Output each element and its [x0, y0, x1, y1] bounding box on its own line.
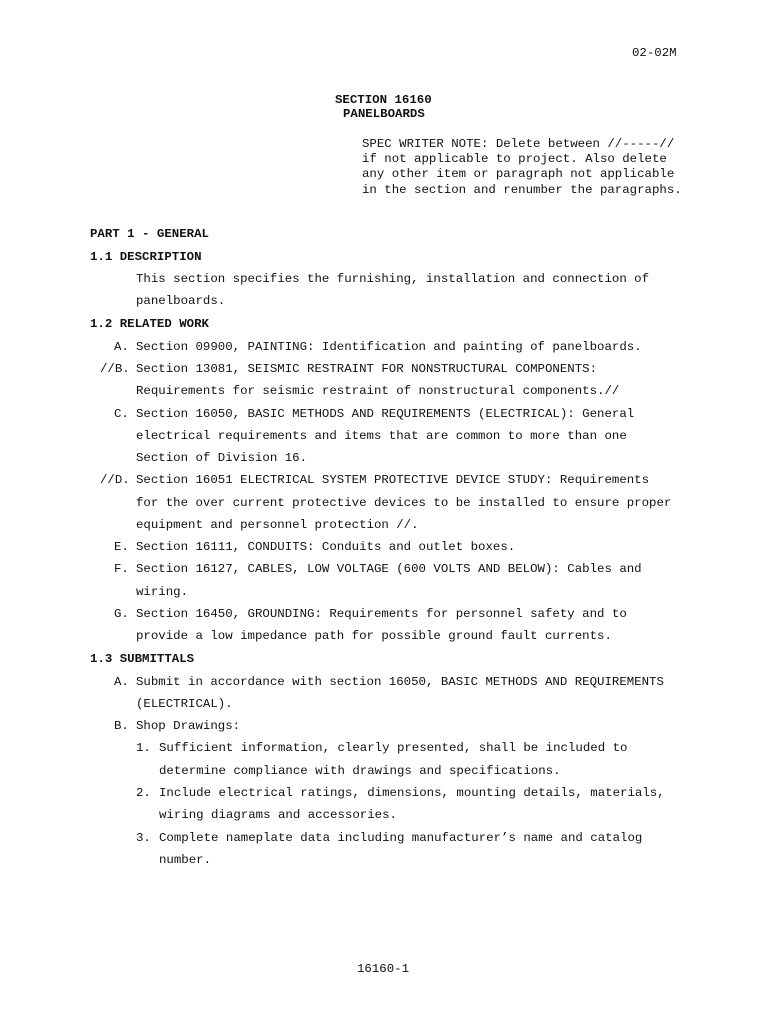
list-marker: G. [114, 607, 129, 621]
sublist-item-line: wiring diagrams and accessories. [159, 808, 397, 822]
list-item-line: electrical requirements and items that are common to more than one [136, 429, 627, 443]
section-heading-submittals: 1.3 SUBMITTALS [90, 652, 195, 666]
part-heading: PART 1 - GENERAL [90, 227, 209, 241]
list-marker: A. [114, 340, 129, 354]
list-item-line: Requirements for seismic restraint of nonstructural components.// [136, 384, 620, 398]
list-marker: F. [114, 562, 129, 576]
list-marker: A. [114, 675, 129, 689]
section-heading-related-work: 1.2 RELATED WORK [90, 317, 209, 331]
sublist-marker: 2. [136, 786, 151, 800]
list-item-line: Section of Division 16. [136, 451, 308, 465]
sublist-item-line: determine compliance with drawings and specifications. [159, 764, 561, 778]
list-item-line: Section 16450, GROUNDING: Requirements for personnel safety and to [136, 607, 627, 621]
list-marker: E. [114, 540, 129, 554]
sublist-item-line: Complete nameplate data including manufacturer’s name and catalog [159, 831, 643, 845]
section-number: SECTION 16160 [335, 93, 432, 107]
section-title: PANELBOARDS [343, 107, 425, 121]
list-item-line: Section 16050, BASIC METHODS AND REQUIREMENTS (ELECTRICAL): General [136, 407, 635, 421]
list-marker: B. [114, 719, 129, 733]
list-item-line: Submit in accordance with section 16050, BASIC METHODS AND REQUIREMENTS [136, 675, 664, 689]
list-item-line: wiring. [136, 585, 189, 599]
list-marker: //B. [100, 362, 130, 376]
list-item-line: Section 16111, CONDUITS: Conduits and outlet boxes. [136, 540, 516, 554]
sublist-marker: 1. [136, 741, 151, 755]
list-marker: C. [114, 407, 129, 421]
paragraph-line: This section specifies the furnishing, installation and connection of [136, 272, 650, 286]
sublist-item-line: Include electrical ratings, dimensions, mounting details, materials, [159, 786, 665, 800]
list-item-line: equipment and personnel protection //. [136, 518, 419, 532]
sublist-marker: 3. [136, 831, 151, 845]
list-marker: //D. [100, 473, 130, 487]
list-item-line: (ELECTRICAL). [136, 697, 233, 711]
page-number: 16160-1 [357, 962, 410, 976]
sublist-item-line: number. [159, 853, 212, 867]
list-item-line: Section 16127, CABLES, LOW VOLTAGE (600 VOLTS AND BELOW): Cables and [136, 562, 642, 576]
document-code: 02-02M [632, 46, 677, 60]
list-item-line: provide a low impedance path for possible ground fault currents. [136, 629, 612, 643]
list-item-line: Section 09900, PAINTING: Identification and painting of panelboards. [136, 340, 642, 354]
list-item-line: Section 13081, SEISMIC RESTRAINT FOR NONSTRUCTURAL COMPONENTS: [136, 362, 598, 376]
spec-writer-note: SPEC WRITER NOTE: Delete between //-----// if not applicable to project. Also delete any other item or paragraph not applicable in the section and renumber the paragraphs. [362, 137, 682, 197]
list-item-line: for the over current protective devices to be installed to ensure proper [136, 496, 672, 510]
paragraph-line: panelboards. [136, 294, 226, 308]
list-item-line: Shop Drawings: [136, 719, 241, 733]
list-item-line: Section 16051 ELECTRICAL SYSTEM PROTECTIVE DEVICE STUDY: Requirements [136, 473, 650, 487]
section-heading-description: 1.1 DESCRIPTION [90, 250, 202, 264]
sublist-item-line: Sufficient information, clearly presented, shall be included to [159, 741, 628, 755]
